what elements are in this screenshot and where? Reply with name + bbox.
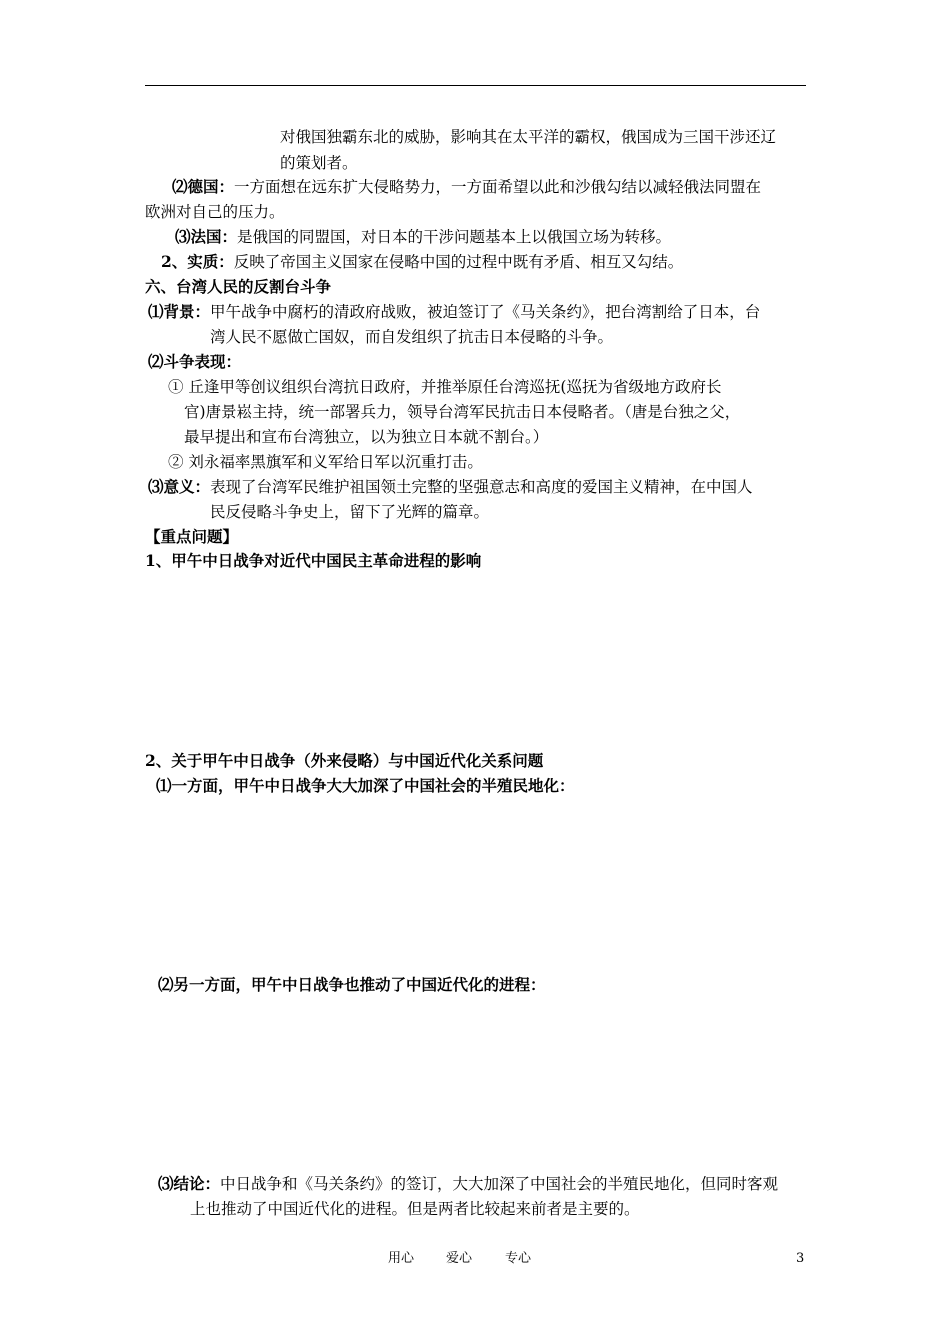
essence-label: 2、实质： bbox=[161, 252, 234, 271]
question-heading: 2、关于甲午中日战争（外来侵略）与中国近代化关系问题 bbox=[145, 751, 544, 770]
conclusion-text: 中日战争和《马关条约》的签订，大大加深了中国社会的半殖民地化，但同时客观 bbox=[220, 1175, 779, 1193]
text-line: 对俄国独霸东北的威胁，影响其在太平洋的霸权，俄国成为三国干涉还辽 bbox=[280, 128, 777, 146]
germany-paragraph bbox=[172, 174, 761, 200]
page-number: 3 bbox=[796, 1251, 805, 1266]
essence-paragraph bbox=[161, 249, 683, 275]
meaning-paragraph bbox=[148, 474, 753, 500]
text-line: ② 刘永福率黑旗军和义军给日军以沉重打击。 bbox=[168, 453, 483, 471]
france-text: 是俄国的同盟国，对日本的干涉问题基本上以俄国立场为转移。 bbox=[237, 228, 672, 246]
footer-motto: 爱心 bbox=[446, 1251, 473, 1266]
key-issues-heading: 【重点问题】 bbox=[145, 527, 239, 546]
meaning-text: 表现了台湾军民维护祖国领土完整的坚强意志和高度的爱国主义精神，在中国人 bbox=[210, 478, 753, 496]
text-line: 的策划者。 bbox=[280, 154, 358, 172]
section-heading: 六、台湾人民的反割台斗争 bbox=[145, 277, 332, 296]
essence-text: 反映了帝国主义国家在侵略中国的过程中既有矛盾、相互又勾结。 bbox=[233, 253, 684, 271]
text-line: 上也推动了中国近代化的进程。但是两者比较起来前者是主要的。 bbox=[190, 1200, 640, 1218]
question-heading: 1、甲午中日战争对近代中国民主革命进程的影响 bbox=[145, 551, 482, 570]
header-rule bbox=[145, 85, 806, 86]
background-label: ⑴背景： bbox=[148, 302, 211, 321]
subquestion: ⑵另一方面，甲午中日战争也推动了中国近代化的进程： bbox=[158, 975, 546, 994]
background-text: 甲午战争中腐朽的清政府战败，被迫签订了《马关条约》，把台湾割给了日本，台 bbox=[210, 303, 761, 321]
conclusion-paragraph bbox=[158, 1171, 778, 1197]
footer-motto: 专心 bbox=[505, 1251, 532, 1266]
text-line: 湾人民不愿做亡国奴，而自发组织了抗击日本侵略的斗争。 bbox=[210, 328, 614, 346]
france-paragraph bbox=[175, 224, 671, 250]
germany-label: ⑵德国： bbox=[172, 177, 235, 196]
subquestion: ⑴一方面，甲午中日战争大大加深了中国社会的半殖民地化： bbox=[156, 776, 575, 795]
meaning-label: ⑶意义： bbox=[148, 477, 211, 496]
struggle-label: ⑵斗争表现： bbox=[148, 352, 242, 371]
text-line: 最早提出和宣布台湾独立，以为独立日本就不割台。） bbox=[184, 428, 549, 446]
germany-text: 一方面想在远东扩大侵略势力，一方面希望以此和沙俄勾结以减轻俄法同盟在 bbox=[234, 178, 762, 196]
text-line: 欧洲对自己的压力。 bbox=[145, 203, 285, 221]
footer-motto: 用心 bbox=[388, 1251, 415, 1266]
background-paragraph bbox=[148, 299, 760, 325]
conclusion-label: ⑶结论： bbox=[158, 1174, 221, 1193]
text-line: ① 丘逢甲等创议组织台湾抗日政府，并推举原任台湾巡抚(巡抚为省级地方政府长 bbox=[168, 378, 722, 396]
france-label: ⑶法国： bbox=[175, 227, 238, 246]
text-line: 官)唐景崧主持，统一部署兵力，领导台湾军民抗击日本侵略者。（唐是台独之父， bbox=[184, 403, 741, 421]
text-line: 民反侵略斗争史上，留下了光辉的篇章。 bbox=[210, 503, 490, 521]
